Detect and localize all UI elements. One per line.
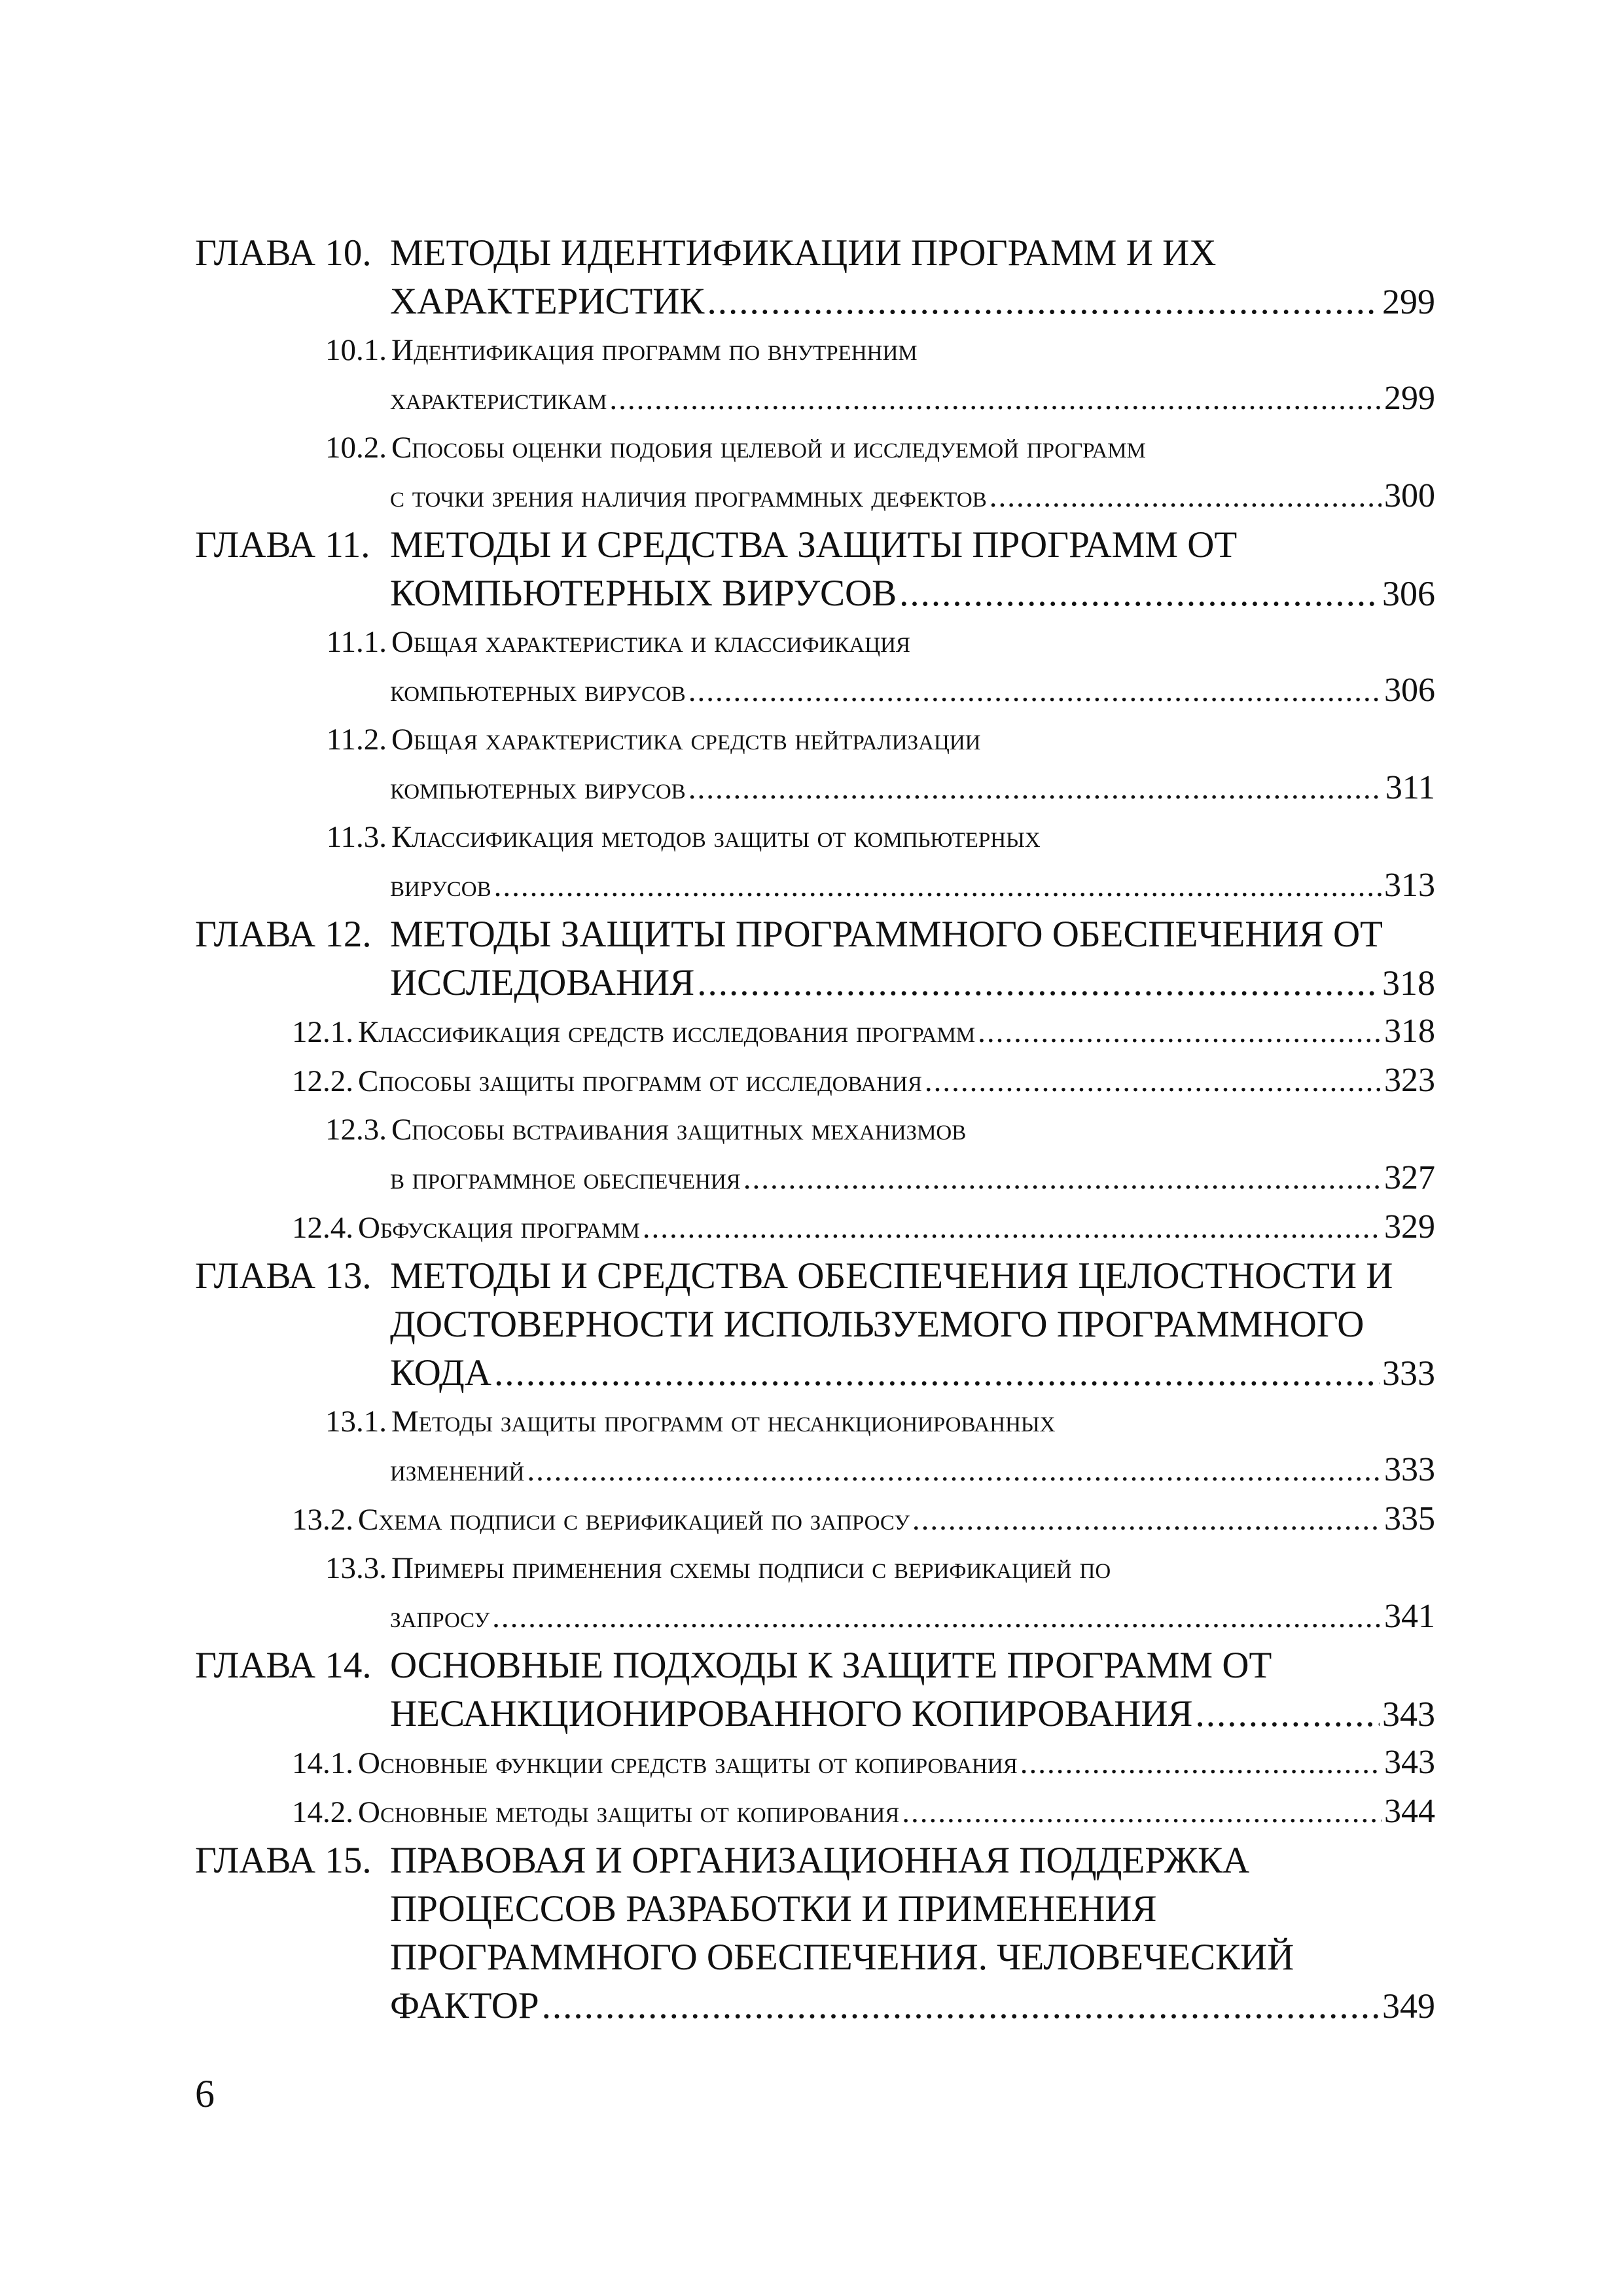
dot-leader xyxy=(542,1982,1380,2030)
page-ref: 343 xyxy=(1384,1744,1435,1781)
page-ref: 341 xyxy=(1384,1598,1435,1635)
chapter-title-line: КОМПЬЮТЕРНЫХ ВИРУСОВ xyxy=(390,573,897,614)
chapter-title-line: МЕТОДЫ И СРЕДСТВА ЗАЩИТЫ ПРОГРАММ ОТ xyxy=(390,524,1238,565)
section-title-line: Основные функции средств защиты от копирования xyxy=(358,1746,1018,1780)
chapter-title-line: ПРОЦЕССОВ РАЗРАБОТКИ И ПРИМЕНЕНИЯ xyxy=(390,1888,1157,1929)
page-ref: 335 xyxy=(1384,1500,1435,1537)
section-number: 12.4. xyxy=(292,1211,353,1245)
section-title-line: компьютерных вирусов xyxy=(390,674,686,708)
section-title-line: Основные методы защиты от копирования xyxy=(358,1795,900,1829)
dot-leader xyxy=(707,278,1380,326)
toc-section-entry[interactable] xyxy=(195,715,1435,813)
toc-section-entry[interactable] xyxy=(195,1056,1435,1105)
toc-section-entry[interactable] xyxy=(195,1007,1435,1056)
dot-leader xyxy=(1020,1739,1382,1787)
section-title-line: в программное обеспечения xyxy=(390,1162,741,1196)
section-number: 13.2. xyxy=(292,1503,353,1537)
toc-section-entry[interactable] xyxy=(195,1105,1435,1203)
section-number: 13.3. xyxy=(325,1551,387,1585)
chapter-number: ГЛАВА 10. xyxy=(195,232,372,274)
dot-leader xyxy=(688,667,1382,715)
toc-section-entry[interactable] xyxy=(195,1738,1435,1787)
chapter-number: ГЛАВА 12. xyxy=(195,914,372,955)
chapter-title-line: ИССЛЕДОВАНИЯ xyxy=(390,962,695,1003)
toc-section-entry[interactable] xyxy=(195,423,1435,521)
chapter-title-line: ДОСТОВЕРНОСТИ ИСПОЛЬЗУЕМОГО ПРОГРАММНОГО xyxy=(390,1304,1364,1345)
page-ref: 318 xyxy=(1382,963,1435,1003)
page-ref: 306 xyxy=(1384,672,1435,709)
page-ref: 343 xyxy=(1382,1695,1435,1734)
page-ref: 313 xyxy=(1384,867,1435,904)
toc-section-entry[interactable] xyxy=(195,1397,1435,1495)
chapter-title-line: ПРОГРАММНОГО ОБЕСПЕЧЕНИЯ. ЧЕЛОВЕЧЕСКИЙ xyxy=(390,1937,1294,1978)
page-number: 6 xyxy=(195,2072,215,2115)
dot-leader xyxy=(990,473,1382,521)
chapter-title-line: ХАРАКТЕРИСТИК xyxy=(390,281,705,322)
dot-leader xyxy=(643,1204,1382,1252)
section-number: 14.1. xyxy=(292,1746,353,1780)
page-ref: 344 xyxy=(1384,1793,1435,1830)
dot-leader xyxy=(743,1155,1382,1203)
dot-leader xyxy=(902,1788,1382,1837)
dot-leader xyxy=(492,1593,1382,1641)
dot-leader xyxy=(978,1008,1382,1056)
page-ref: 299 xyxy=(1382,282,1435,321)
section-title-line: Идентификация программ по внутренним xyxy=(391,333,918,367)
section-number: 11.1. xyxy=(326,625,387,659)
chapter-number: ГЛАВА 15. xyxy=(195,1840,372,1881)
section-title-line: запросу xyxy=(390,1600,490,1634)
chapter-title-line: МЕТОДЫ ИДЕНТИФИКАЦИИ ПРОГРАММ И ИХ xyxy=(390,232,1217,274)
chapter-title-line: МЕТОДЫ ЗАЩИТЫ ПРОГРАММНОГО ОБЕСПЕЧЕНИЯ ОТ xyxy=(390,914,1383,955)
page-ref: 300 xyxy=(1384,477,1435,514)
section-number: 11.3. xyxy=(326,820,387,854)
page-ref: 299 xyxy=(1384,380,1435,417)
section-title-line: Способы встраивания защитных механизмов xyxy=(391,1113,967,1147)
section-title-line: Обфускация программ xyxy=(358,1211,640,1245)
toc-section-entry[interactable] xyxy=(195,1495,1435,1544)
dot-leader xyxy=(925,1057,1382,1105)
page-ref: 311 xyxy=(1385,769,1435,806)
dot-leader xyxy=(1196,1690,1380,1738)
page-ref: 327 xyxy=(1384,1159,1435,1196)
toc-section-entry[interactable] xyxy=(195,1544,1435,1641)
page-ref: 333 xyxy=(1382,1354,1435,1393)
toc-section-entry[interactable] xyxy=(195,618,1435,715)
section-number: 13.1. xyxy=(325,1405,387,1439)
dot-leader xyxy=(688,764,1383,813)
dot-leader xyxy=(697,959,1380,1007)
chapter-title-line: ПРАВОВАЯ И ОРГАНИЗАЦИОННАЯ ПОДДЕРЖКА xyxy=(390,1840,1250,1881)
dot-leader xyxy=(912,1496,1382,1544)
chapter-title-line: НЕСАНКЦИОНИРОВАННОГО КОПИРОВАНИЯ xyxy=(390,1693,1193,1734)
page-ref: 349 xyxy=(1382,1986,1435,2026)
chapter-title-line: ОСНОВНЫЕ ПОДХОДЫ К ЗАЩИТЕ ПРОГРАММ ОТ xyxy=(390,1645,1272,1686)
section-number: 12.2. xyxy=(292,1064,353,1098)
chapter-title-line: ФАКТОР xyxy=(390,1985,539,2026)
section-number: 12.3. xyxy=(325,1113,387,1147)
dot-leader xyxy=(494,1349,1380,1397)
toc-chapter-entry[interactable] xyxy=(195,1641,1435,1738)
section-number: 12.1. xyxy=(292,1015,353,1049)
section-title-line: Методы защиты программ от несанкционированных xyxy=(391,1405,1056,1439)
dot-leader xyxy=(899,569,1380,618)
chapter-number: ГЛАВА 11. xyxy=(195,524,370,565)
toc-section-entry[interactable] xyxy=(195,1787,1435,1837)
toc-chapter-entry[interactable] xyxy=(195,229,1435,326)
page-ref: 318 xyxy=(1384,1013,1435,1050)
section-title-line: Классификация методов защиты от компьютерных xyxy=(391,820,1041,854)
section-title-line: Классификация средств исследования программ xyxy=(358,1015,976,1049)
page-ref: 306 xyxy=(1382,574,1435,613)
section-title-line: Примеры применения схемы подписи с верификацией по xyxy=(391,1551,1111,1585)
chapter-title-line: МЕТОДЫ И СРЕДСТВА ОБЕСПЕЧЕНИЯ ЦЕЛОСТНОСТИ И xyxy=(390,1255,1393,1297)
page-ref: 323 xyxy=(1384,1062,1435,1099)
dot-leader xyxy=(494,862,1382,910)
section-number: 10.2. xyxy=(325,431,387,465)
page-ref: 333 xyxy=(1384,1451,1435,1488)
chapter-number: ГЛАВА 14. xyxy=(195,1645,372,1686)
section-number: 10.1. xyxy=(325,333,387,367)
section-number: 11.2. xyxy=(326,723,387,757)
chapter-title-line: КОДА xyxy=(390,1352,491,1393)
toc-chapter-entry[interactable] xyxy=(195,521,1435,618)
section-title-line: Общая характеристика и классификация xyxy=(391,625,910,659)
section-title-line: вирусов xyxy=(390,869,491,903)
toc-chapter-entry[interactable] xyxy=(195,1837,1435,2030)
section-title-line: Общая характеристика средств нейтрализации xyxy=(391,723,981,757)
section-title-line: с точки зрения наличия программных дефектов xyxy=(390,480,987,514)
section-number: 14.2. xyxy=(292,1795,353,1829)
page-ref: 329 xyxy=(1384,1208,1435,1246)
section-title-line: Способы оценки подобия целевой и исследуемой программ xyxy=(391,431,1146,465)
toc-chapter-entry[interactable] xyxy=(195,1252,1435,1397)
table-of-contents xyxy=(195,229,1435,2030)
section-title-line: изменений xyxy=(390,1454,525,1488)
section-title-line: характеристикам xyxy=(390,382,607,416)
toc-section-entry[interactable] xyxy=(195,1203,1435,1252)
toc-chapter-entry[interactable] xyxy=(195,910,1435,1007)
section-title-line: Способы защиты программ от исследования xyxy=(358,1064,922,1098)
section-title-line: Схема подписи с верификацией по запросу xyxy=(358,1503,910,1537)
chapter-number: ГЛАВА 13. xyxy=(195,1255,372,1297)
toc-section-entry[interactable] xyxy=(195,326,1435,423)
toc-section-entry[interactable] xyxy=(195,813,1435,910)
dot-leader xyxy=(609,375,1382,423)
dot-leader xyxy=(527,1446,1382,1495)
section-title-line: компьютерных вирусов xyxy=(390,772,686,806)
